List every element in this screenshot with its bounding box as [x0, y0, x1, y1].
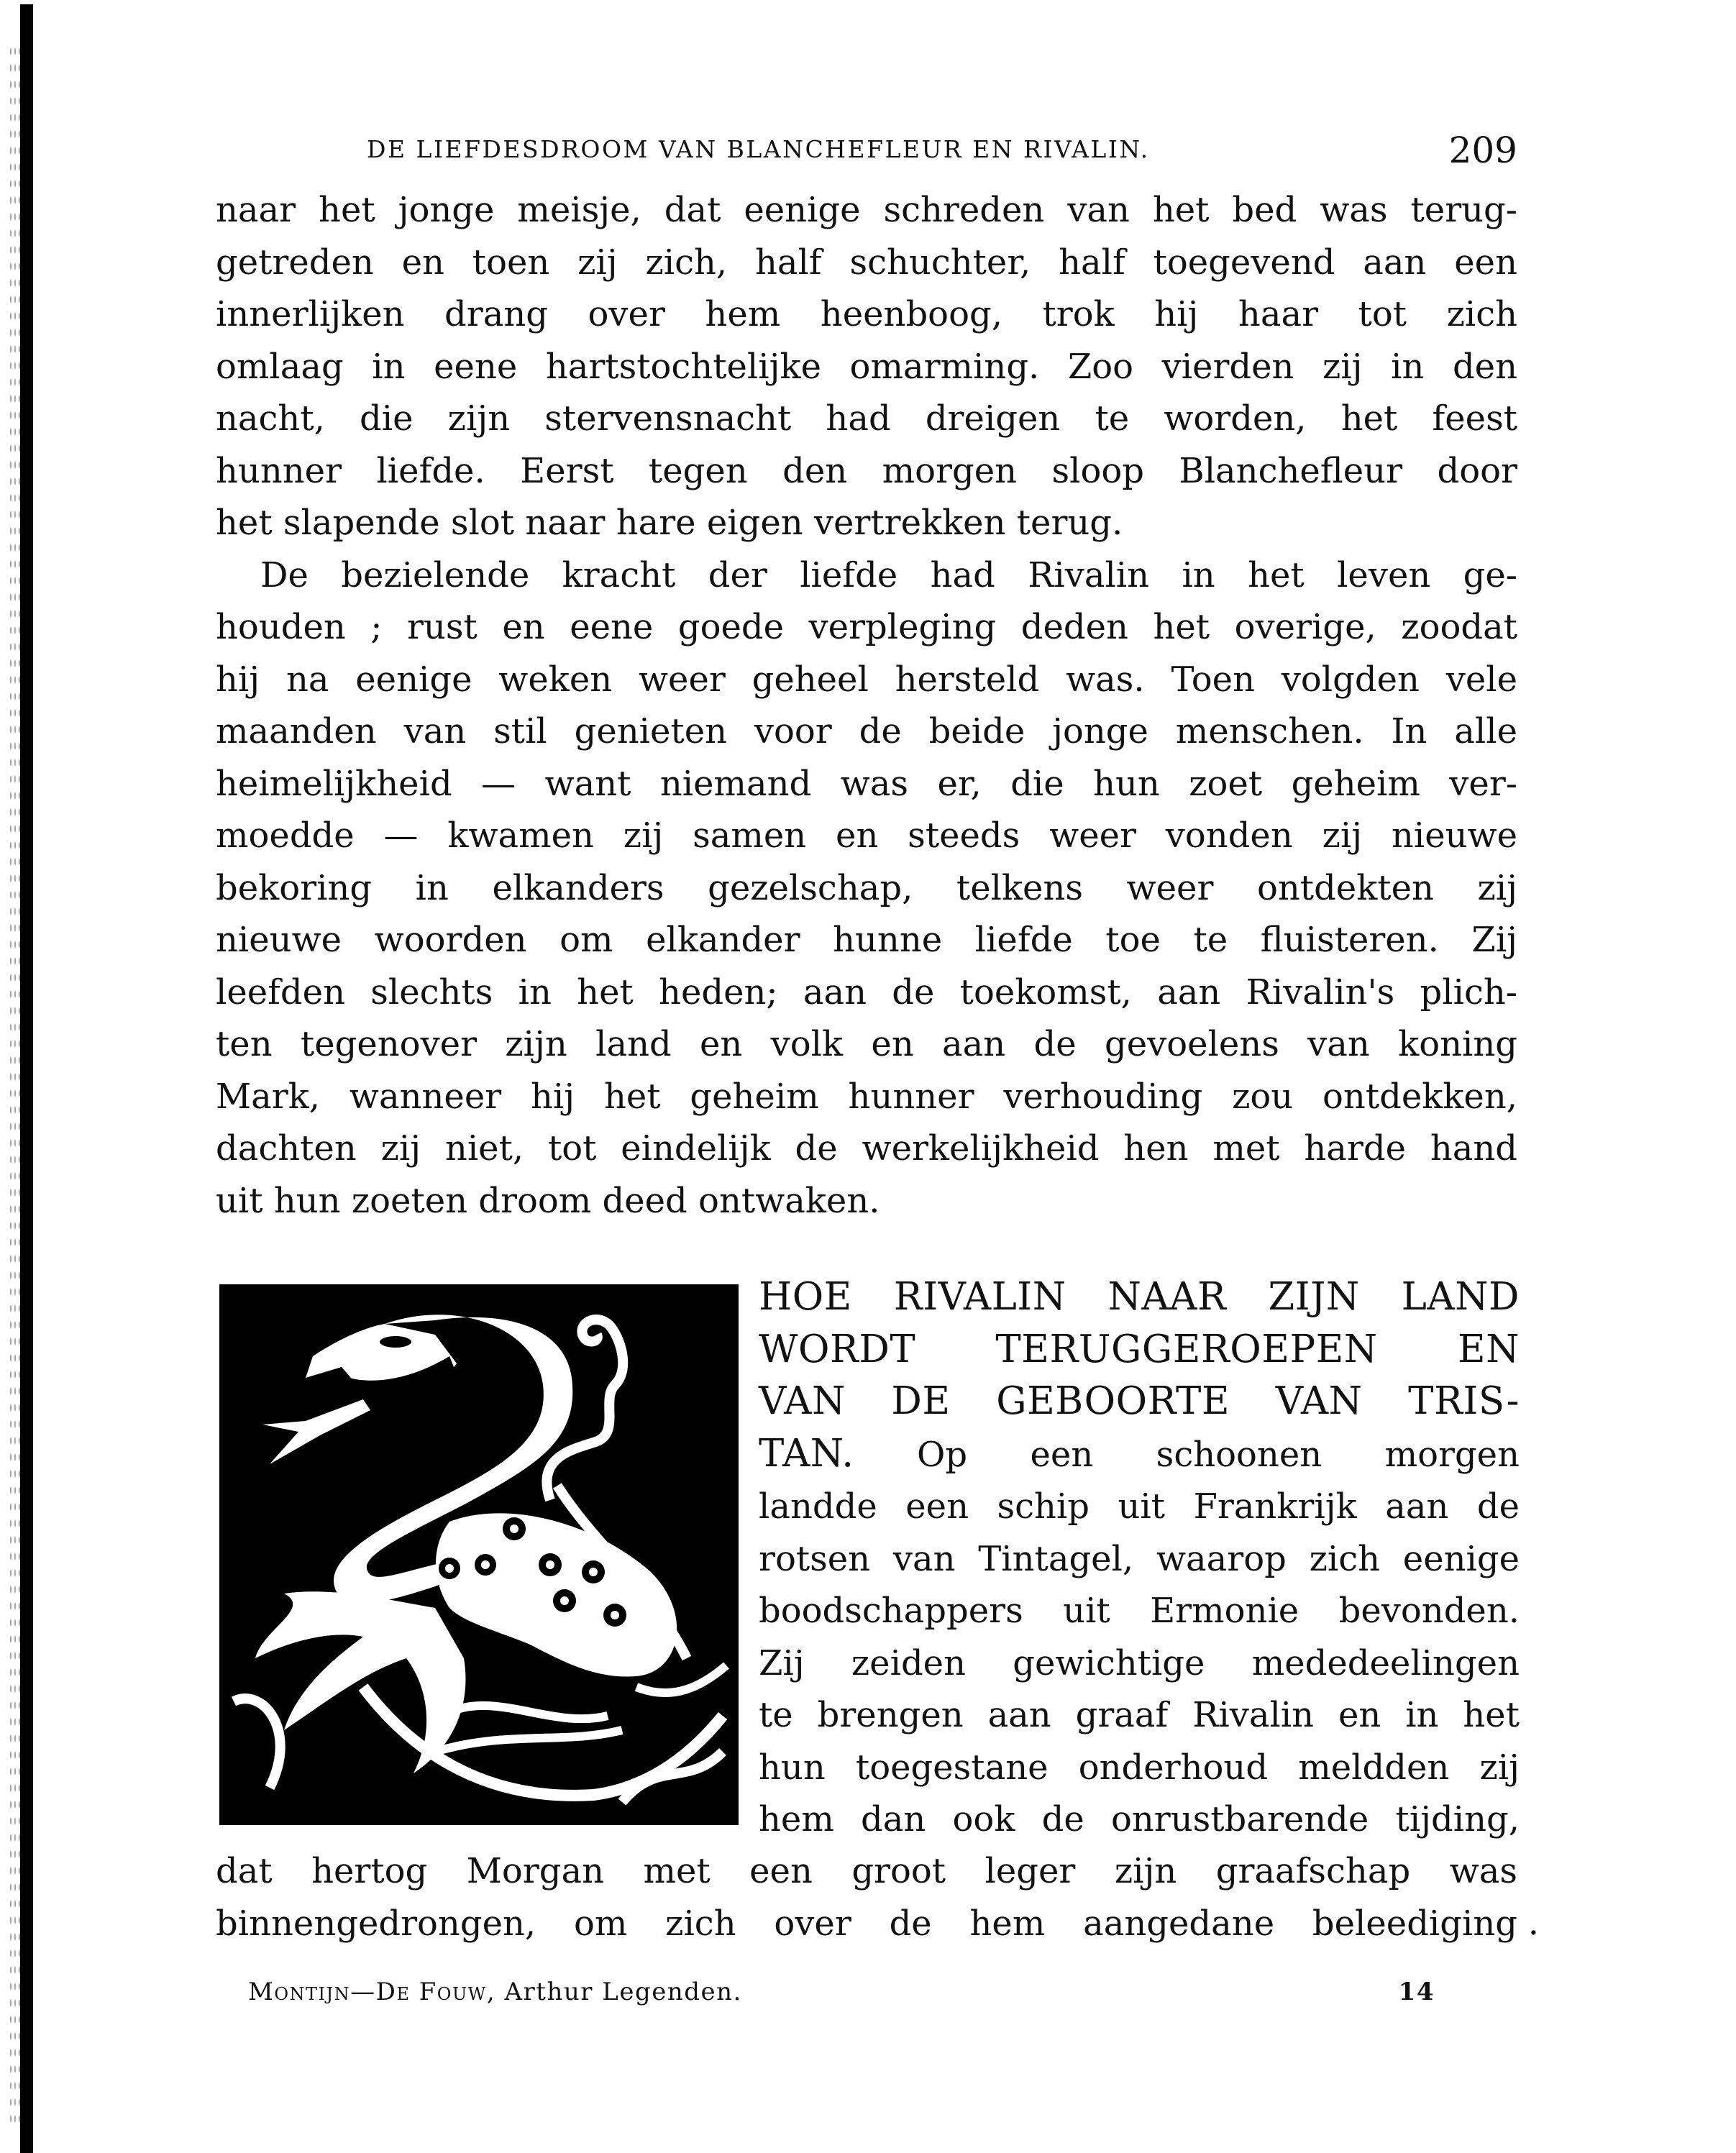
trailing-mark: . — [1527, 1903, 1539, 1943]
section-intro — [759, 1271, 1520, 1846]
text-line: getreden en toen zij zich, half schuchter, half toegevend aan een — [216, 242, 1517, 283]
section-continuation — [216, 1845, 1539, 1949]
page-binding-edge — [20, 4, 33, 2153]
text-line: uit hun zoeten droom deed ontwaken. — [216, 1180, 880, 1221]
text-line: bekoring in elkanders gezelschap, telkens weer ontdekten zij — [216, 867, 1517, 908]
text-line: hij na eenige weken weer geheel hersteld was. Toen volgden vele — [216, 659, 1517, 700]
text-line: het slapende slot naar hare eigen vertrekken terug. — [216, 503, 1123, 543]
text-line: dat hertog Morgan met een groot leger zijn graafschap was — [216, 1851, 1517, 1891]
text-line: binnengedrongen, om zich over de hem aangedane beleediging — [216, 1903, 1517, 1944]
section-heading-end-line — [759, 1428, 1520, 1481]
section-heading-line: HOE RIVALIN NAAR ZIJN LAND — [759, 1275, 1520, 1319]
text-line: Mark, wanneer hij het geheim hunner verhouding zou ontdekken, — [216, 1076, 1517, 1117]
section-heading-line: VAN DE GEBOORTE VAN TRIS- — [759, 1379, 1520, 1423]
body-text — [216, 184, 1517, 1227]
text-line: heimelijkheid — want niemand was er, die hun zoet geheim ver- — [216, 763, 1517, 804]
section-first-text: Op een schoonen morgen — [917, 1434, 1520, 1475]
text-line: omlaag in eene hartstochtelijke omarming. Zoo vierden zij in den — [216, 346, 1517, 387]
text-line: te brengen aan graaf Rivalin en in het — [759, 1695, 1520, 1735]
text-line: naar het jonge meisje, dat eenige schreden van het bed was terug- — [216, 190, 1517, 230]
text-line: dachten zij niet, tot eindelijk de werkelijkheid hen met harde hand — [216, 1128, 1517, 1169]
footer-title: Arthur Legenden. — [504, 1978, 742, 2006]
text-line: maanden van stil genieten voor de beide jonge menschen. In alle — [216, 711, 1517, 751]
page-number: 209 — [1448, 129, 1517, 171]
text-line: hem dan ook de onrustbarende tijding, — [759, 1799, 1520, 1839]
text-line: innerlijken drang over hem heenboog, trok hij haar tot zich — [216, 294, 1517, 334]
running-head — [367, 129, 1517, 178]
text-line: rotsen van Tintagel, waarop zich eenige — [759, 1538, 1520, 1579]
signature-mark: 14 — [1398, 1978, 1435, 2006]
text-line: Zij zeiden gewichtige mededeelingen — [759, 1642, 1520, 1683]
scan-noise — [9, 43, 20, 2129]
paragraph-start-line: De bezielende kracht der liefde had Rivalin in het leven ge- — [260, 554, 1517, 595]
text-line: leefden slechts in het heden; aan de toekomst, aan Rivalin's plich- — [216, 972, 1517, 1012]
text-line: hun toegestane onderhoud meldden zij — [759, 1747, 1520, 1788]
serpent-eye — [380, 1336, 411, 1348]
text-line: landde een schip uit Frankrijk aan de — [759, 1486, 1520, 1527]
text-line: boodschappers uit Ermonie bevonden. — [759, 1591, 1520, 1631]
woodcut-illustration — [219, 1284, 739, 1825]
footer-credit — [248, 1978, 742, 2006]
section-heading-line: WORDT TERUGGEROEPEN EN — [759, 1327, 1520, 1371]
text-line: moedde — kwamen zij samen en steeds weer vonden zij nieuwe — [216, 815, 1517, 856]
footer-author: Montijn—De Fouw, — [248, 1978, 496, 2006]
text-line: houden ; rust en eene goede verpleging deden het overige, zoodat — [216, 607, 1517, 647]
running-title: DE LIEFDESDROOM VAN BLANCHEFLEUR EN RIVALIN. — [367, 135, 1150, 163]
section-heading-tail: TAN. — [759, 1431, 854, 1476]
text-line: ten tegenover zijn land en volk en aan de gevoelens van koning — [216, 1024, 1517, 1064]
text-line: hunner liefde. Eerst tegen den morgen sloop Blanchefleur door — [216, 450, 1517, 491]
text-line: nacht, die zijn stervensnacht had dreigen te worden, het feest — [216, 398, 1517, 439]
serpent-toad-woodcut-icon — [219, 1284, 739, 1825]
text-line: nieuwe woorden om elkander hunne liefde toe te fluisteren. Zij — [216, 920, 1517, 960]
page-footer — [248, 1978, 1471, 2021]
